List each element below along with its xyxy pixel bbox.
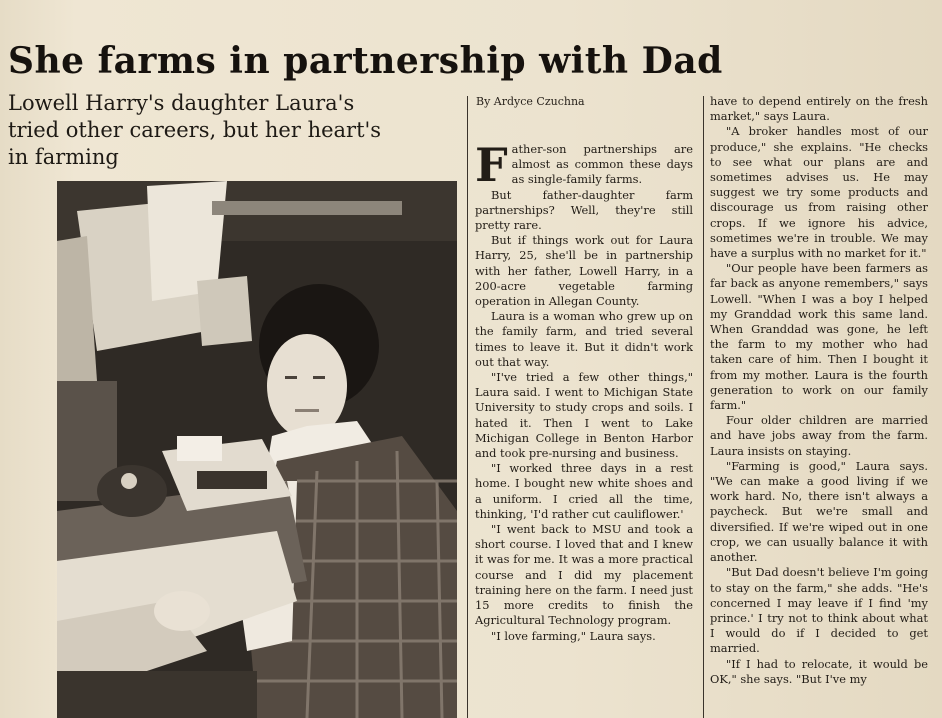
paragraph: But father-daughter farm partnerships? Well, they're still pretty rare.: [475, 187, 693, 233]
paragraph: But if things work out for Laura Harry, 25, she'll be in partnership with her father, Lowell Harry, in a 200-acre vegetable farming operation in Allegan County.: [475, 233, 693, 309]
paragraph: "Farming is good," Laura says. "We can make a good living if we work hard. No, there isn't always a paycheck. But we're small and diversified. If we're wiped out in one crop, we can usually balance it with another.: [710, 458, 928, 565]
drop-cap: F: [475, 138, 508, 192]
article-byline: By Ardyce Czuchna: [476, 95, 585, 108]
paragraph: "If I had to relocate, it would be OK," she says. "But I've my: [710, 656, 928, 686]
paragraph: have to depend entirely on the fresh market," says Laura.: [710, 94, 928, 124]
article-column-2: [710, 94, 928, 717]
column-divider-left: [467, 96, 468, 718]
photo-illustration: [57, 181, 457, 718]
paragraph: "A broker handles most of our produce," she explains. "He checks to see what our plans are and sometimes advises us. He may suggest we try some products and discourage us from raising other crops. If we ignore his advice, sometimes we're in trouble. We may have a surplus with no market for it.": [710, 124, 928, 261]
paragraph: "Our people have been farmers as far back as anyone remembers," says Lowell. "When I was a boy I helped my Granddad work this same land. When Granddad was gone, he left the farm to my mother who had taken care of him. Then I bought it from my mother. Laura is the fourth generation to work on our family farm.": [710, 261, 928, 413]
column-divider-right: [703, 96, 704, 718]
paragraph: Four older children are married and have jobs away from the farm. Laura insists on staying.: [710, 413, 928, 458]
paragraph: "I love farming," Laura says.: [491, 628, 656, 643]
paragraph: Laura is a woman who grew up on the family farm, and tried several times to leave it. But it didn't work out that way.: [475, 309, 693, 369]
paragraph: Father-son partnerships are almost as common these days as single-family farms.: [475, 138, 693, 192]
paragraph: "But Dad doesn't believe I'm going to stay on the farm," she adds. "He's concerned I may leave if I find 'my prince.' I try not to think about what I would do if I decided to get married.: [710, 565, 928, 656]
paragraph: "I went back to MSU and took a short course. I loved that and I knew it was for me. It was a more practical course and I did my placement training here on the farm. I need just 15 more credits to finish the Agricultural Technology program.: [475, 522, 693, 628]
article-headline: She farms in partnership with Dad: [8, 40, 723, 82]
paragraph: "I worked three days in a rest home. I bought new white shoes and a uniform. I cried all the time, thinking, 'I'd rather cut cauliflower.': [475, 461, 693, 521]
article-photo: [57, 181, 457, 718]
article-column-1: [475, 124, 693, 718]
paragraph: "I've tried a few other things," Laura said. I went to Michigan State University to study crops and soils. I hated it. Then I went to Lake Michigan College in Benton Harbor and took pre-nursing and business.: [475, 370, 693, 461]
article-deck: Lowell Harry's daughter Laura's tried other careers, but her heart's in farming: [8, 91, 382, 169]
